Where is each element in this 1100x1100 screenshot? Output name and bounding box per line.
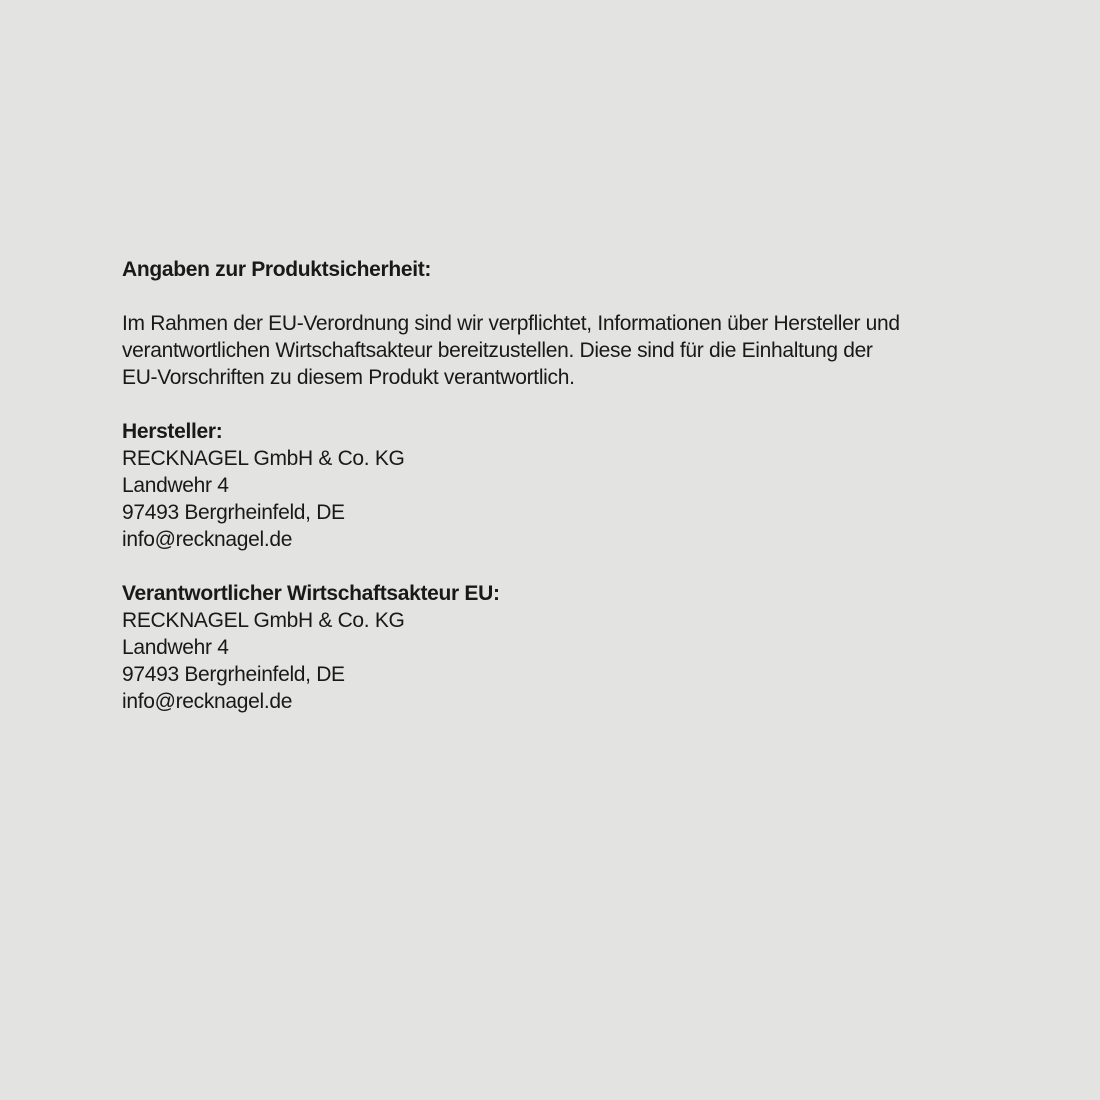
intro-line: EU-Vorschriften zu diesem Produkt verantwortlich. — [122, 366, 575, 389]
responsible-eu-label: Verantwortlicher Wirtschaftsakteur EU: — [122, 582, 500, 605]
section-heading: Angaben zur Produktsicherheit: — [122, 258, 432, 281]
responsible-eu-street: Landwehr 4 — [122, 636, 229, 659]
manufacturer-label: Hersteller: — [122, 420, 223, 443]
intro-line: verantwortlichen Wirtschaftsakteur bereitzustellen. Diese sind für die Einhaltung der — [122, 339, 873, 362]
manufacturer-city: 97493 Bergrheinfeld, DE — [122, 501, 345, 524]
responsible-eu-email: info@recknagel.de — [122, 690, 293, 713]
responsible-eu-city: 97493 Bergrheinfeld, DE — [122, 663, 345, 686]
product-safety-section — [122, 256, 1042, 715]
responsible-eu-name: RECKNAGEL GmbH & Co. KG — [122, 609, 405, 632]
manufacturer-street: Landwehr 4 — [122, 474, 229, 497]
manufacturer-block — [122, 418, 1042, 553]
manufacturer-name: RECKNAGEL GmbH & Co. KG — [122, 447, 405, 470]
manufacturer-email: info@recknagel.de — [122, 528, 293, 551]
responsible-eu-block — [122, 580, 1042, 715]
intro-paragraph — [122, 310, 1042, 391]
intro-line: Im Rahmen der EU-Verordnung sind wir verpflichtet, Informationen über Hersteller und — [122, 312, 900, 335]
